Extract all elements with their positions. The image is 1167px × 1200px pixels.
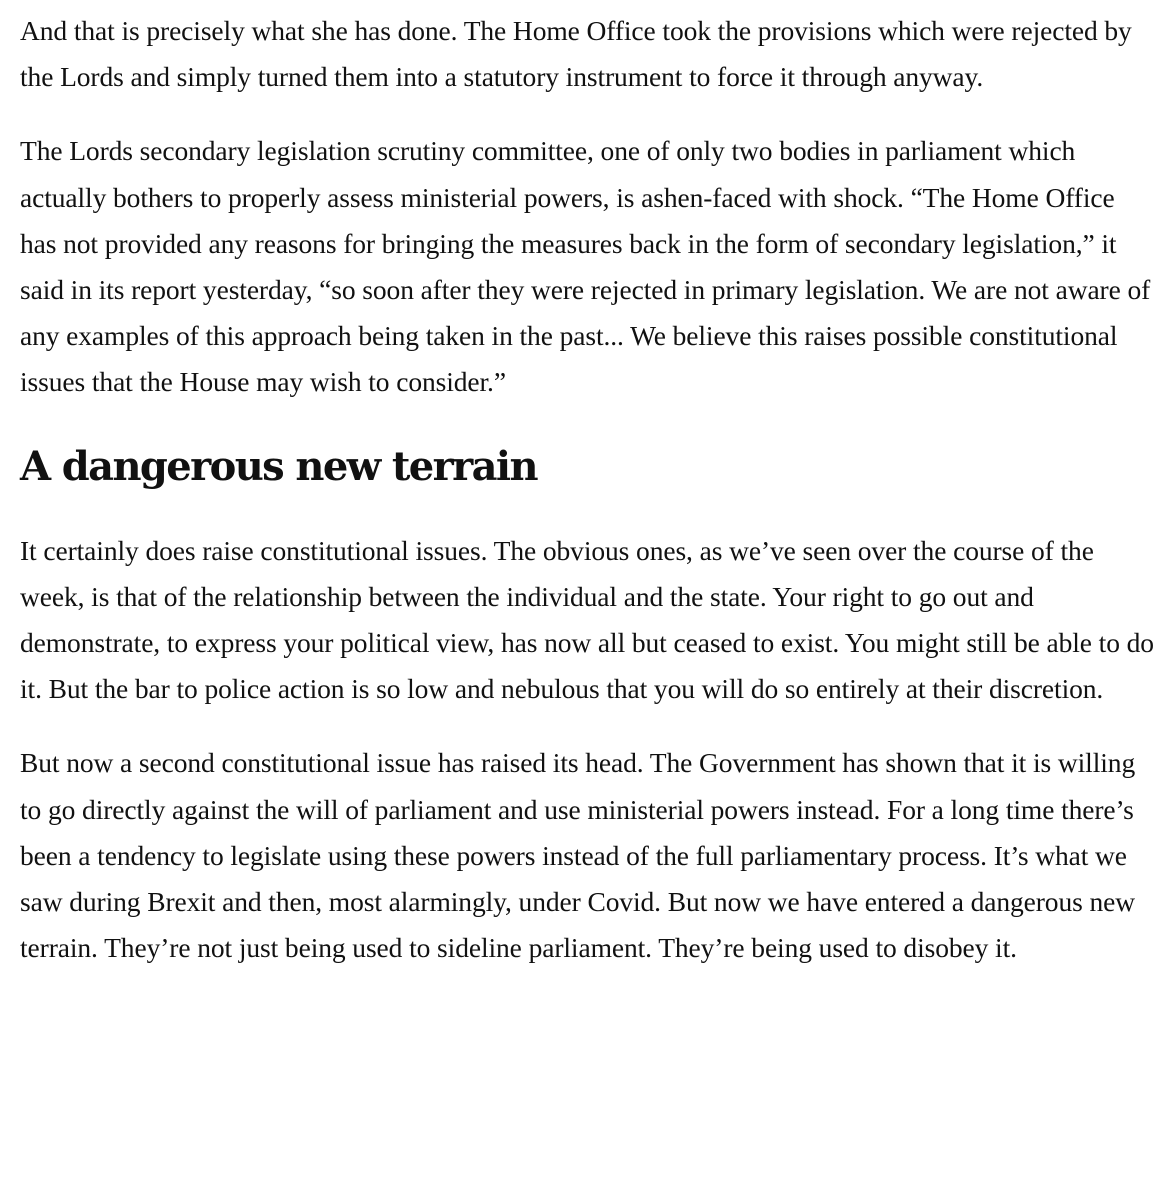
paragraph-constitutional-issues: It certainly does raise constitutional issues. The obvious ones, as we’ve seen over the course of the week, is that of the relationship between the individual and the state. Your right to go out and demonstrate, to express your political view, has now all but ceased to exist. You might still be able to do it. But the bar to police action is so low and nebulous that you will do so entirely at their discretion. (20, 534, 1154, 705)
article-body (20, 8, 1155, 971)
section-heading: A dangerous new terrain (20, 442, 537, 490)
paragraph-second-constitutional-issue: But now a second constitutional issue has raised its head. The Government has shown that it is willing to go directly against the will of parliament and use ministerial powers instead. For a long time there’s been a tendency to legislate using these powers instead of the full parliamentary process. It’s what we saw during Brexit and then, most alarmingly, under Covid. But now we have entered a dangerous new terrain. They’re not just being used to sideline parliament. They’re being used to disobey it. (20, 747, 1136, 964)
paragraph-home-office-provisions: And that is precisely what she has done. The Home Office took the provisions which were rejected by the Lords and simply turned them into a statutory instrument to force it through anyway. (20, 15, 1132, 93)
paragraph-scrutiny-committee: The Lords secondary legislation scrutiny committee, one of only two bodies in parliament which actually bothers to properly assess ministerial powers, is ashen-faced with shock. “The Home Office has not provided any reasons for bringing the measures back in the form of secondary legislation,” it said in its report yesterday, “so soon after they were rejected in primary legislation. We are not aware of any examples of this approach being taken in the past... We believe this raises possible constitutional issues that the House may wish to consider.” (20, 135, 1151, 398)
